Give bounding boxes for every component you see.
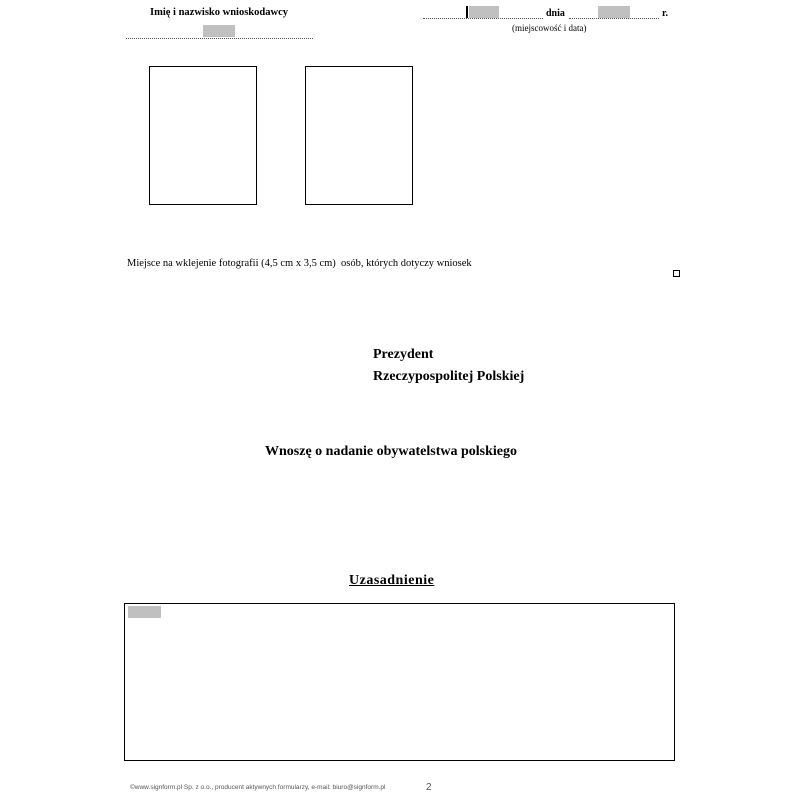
place-field[interactable] (469, 6, 499, 18)
date-word: dnia (546, 8, 565, 19)
justification-textbox[interactable] (124, 603, 675, 761)
date-dotted-line (569, 18, 659, 19)
footer-copyright: ©www.signform.pl Sp. z o.o., producent aktywnych formularzy, e-mail: biuro@signform.pl (130, 784, 386, 791)
text-cursor (466, 6, 468, 18)
justification-field[interactable] (128, 606, 161, 618)
photo-box-1[interactable] (149, 66, 257, 205)
year-suffix: r. (662, 8, 669, 19)
place-dotted-line (423, 18, 543, 19)
request-title: Wnoszę o nadanie obywatelstwa polskiego (265, 444, 518, 459)
small-square-checkbox[interactable] (673, 270, 680, 277)
addressee-line-2: Rzeczypospolitej Polskiej (373, 369, 525, 384)
justification-heading: Uzasadnienie (349, 573, 435, 588)
applicant-name-field[interactable] (203, 25, 235, 37)
place-date-caption: (miejscowość i data) (512, 23, 587, 33)
date-field[interactable] (598, 6, 630, 18)
page-number: 2 (426, 782, 432, 793)
applicant-name-label: Imię i nazwisko wnioskodawcy (150, 7, 288, 18)
addressee-line-1: Prezydent (373, 347, 434, 362)
photo-box-2[interactable] (305, 66, 413, 205)
applicant-name-dotted-line (126, 38, 313, 39)
photo-caption: Miejsce na wklejenie fotografii (4,5 cm x 3,5 cm) osób, których dotyczy wniosek (127, 258, 472, 269)
